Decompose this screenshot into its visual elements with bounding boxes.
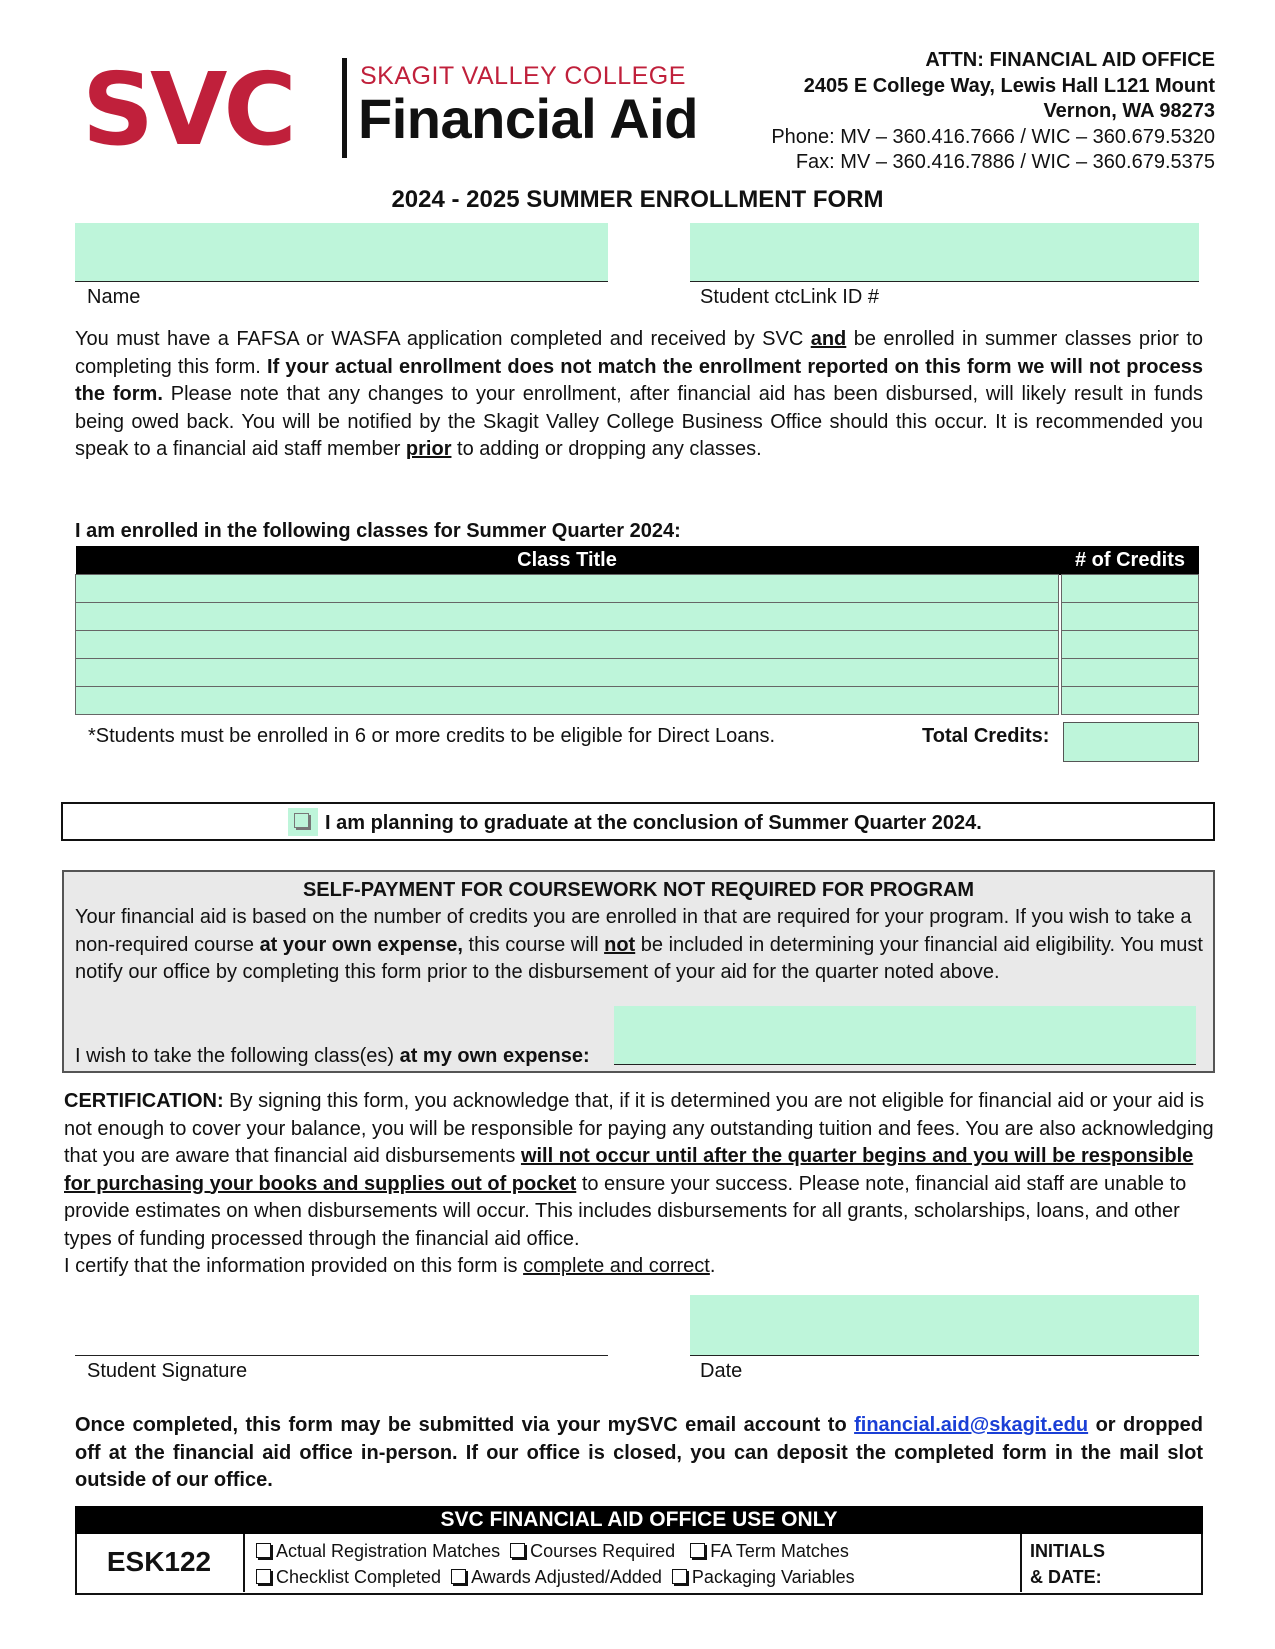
classes-heading: I am enrolled in the following classes for Summer Quarter 2024: [75,520,681,542]
table-row [76,631,1199,659]
name-input[interactable] [75,223,608,282]
credits-input[interactable] [1062,575,1199,603]
credits-input[interactable] [1062,603,1199,631]
checkbox-icon[interactable] [256,1543,271,1558]
phone-line: Phone: MV – 360.416.7666 / WIC – 360.679.5320 [771,125,1215,148]
self-payment-heading: SELF-PAYMENT FOR COURSEWORK NOT REQUIRED FOR PROGRAM [302,879,975,901]
date-label: Date [700,1360,743,1382]
total-credits-input[interactable] [1063,722,1199,762]
office-address [771,48,1215,176]
submit-instructions: Once completed, this form may be submitted via your mySVC email account to financial.aid@skagit.edu or dropped off at the financial aid office in-person. If our office is closed, you can deposit the completed form in the mail slot outside of our office. [75,1414,1203,1491]
checkbox-icon[interactable] [256,1569,271,1584]
graduate-label: I am planning to graduate at the conclusion of Summer Quarter 2024. [325,812,982,834]
class-title-input[interactable] [76,659,1059,687]
office-use-heading: SVC FINANCIAL AID OFFICE USE ONLY [75,1506,1203,1534]
col-credits: # of Credits [1062,546,1199,575]
class-title-input[interactable] [76,603,1059,631]
address-line-1: 2405 E College Way, Lewis Hall L121 Mount [803,74,1215,97]
certification-text: CERTIFICATION: By signing this form, you acknowledge that, if it is determined you are not eligible for financial aid or your aid is not enough to cover your balance, you will be responsible for paying any outstanding tuition and fees. You are also acknowledging that you are aware that financial aid disbursements will not occur until after the quarter begins and you will be responsible for purchasing your books and supplies out of pocket to ensure your success. Please note, financial aid staff are unable to provide estimates on when disbursements will occur. This includes disbursements for all grants, scholarships, loans, and other types of funding processed through the financial aid office. I certify that the information provided on this form is complete and correct. [64,1090,1214,1277]
date-input[interactable] [690,1295,1199,1356]
signature-line[interactable] [75,1295,608,1356]
checkbox-icon[interactable] [672,1569,687,1584]
table-row [76,687,1199,715]
graduate-checkbox[interactable] [288,808,318,836]
self-pay-wish-label: I wish to take the following class(es) at my own expense: [75,1045,590,1067]
checkbox-icon[interactable] [510,1543,525,1558]
classes-table [75,546,1199,715]
checkbox-icon[interactable] [451,1569,466,1584]
address-line-2: Vernon, WA 98273 [1043,100,1215,122]
student-id-label: Student ctcLink ID # [700,286,879,308]
credits-input[interactable] [1062,631,1199,659]
table-row [76,659,1199,687]
fax-line: Fax: MV – 360.416.7886 / WIC – 360.679.5375 [795,151,1215,173]
class-title-input[interactable] [76,575,1059,603]
svc-logo: SVC [82,51,293,168]
class-title-input[interactable] [76,687,1059,715]
self-payment-text: Your financial aid is based on the number of credits you are enrolled in that are required for your program. If you wish to take a non-required course at your own expense, this course will not be included in determining your financial aid eligibility. You must notify our office by completing this form prior to the disbursement of your aid for the quarter noted above. [75,906,1203,983]
table-row [76,603,1199,631]
class-title-input[interactable] [76,631,1059,659]
total-credits-label: Total Credits: [922,725,1050,747]
initials-date-label: INITIALS & DATE: [1030,1541,1105,1587]
logo-financial-aid: Financial Aid [358,87,698,150]
form-title: 2024 - 2025 SUMMER ENROLLMENT FORM [391,186,884,213]
logo-divider [342,58,347,158]
form-code: ESK122 [106,1546,212,1577]
table-row [76,575,1199,603]
signature-label: Student Signature [87,1360,248,1382]
self-pay-classes-input[interactable] [614,1006,1196,1065]
credits-input[interactable] [1062,659,1199,687]
name-label: Name [87,286,141,308]
intro-paragraph: You must have a FAFSA or WASFA application completed and received by SVC and be enrolled in summer classes prior to completing this form. If your actual enrollment does not match the enrollment reported on this form we will not process the form. Please note that any changes to your enrollment, after financial aid has been disbursed, will likely result in funds being owed back. You will be notified by the Skagit Valley College Business Office should this occur. It is recommended you speak to a financial aid staff member prior to adding or dropping any classes. [75,328,1204,460]
student-id-input[interactable] [690,223,1199,282]
credits-input[interactable] [1062,687,1199,715]
direct-loan-note: *Students must be enrolled in 6 or more credits to be eligible for Direct Loans. [88,725,776,747]
logo-college-name: SKAGIT VALLEY COLLEGE [360,62,686,90]
checkbox-icon [294,813,309,828]
email-link[interactable]: financial.aid@skagit.edu [854,1414,1089,1436]
checkbox-icon[interactable] [690,1543,705,1558]
attn-line: ATTN: FINANCIAL AID OFFICE [925,49,1215,71]
office-checklist: Actual Registration Matches Courses Required FA Term Matches Checklist Completed Awards Adjusted/Added Packaging Variables [256,1538,855,1590]
col-class-title: Class Title [76,546,1059,575]
